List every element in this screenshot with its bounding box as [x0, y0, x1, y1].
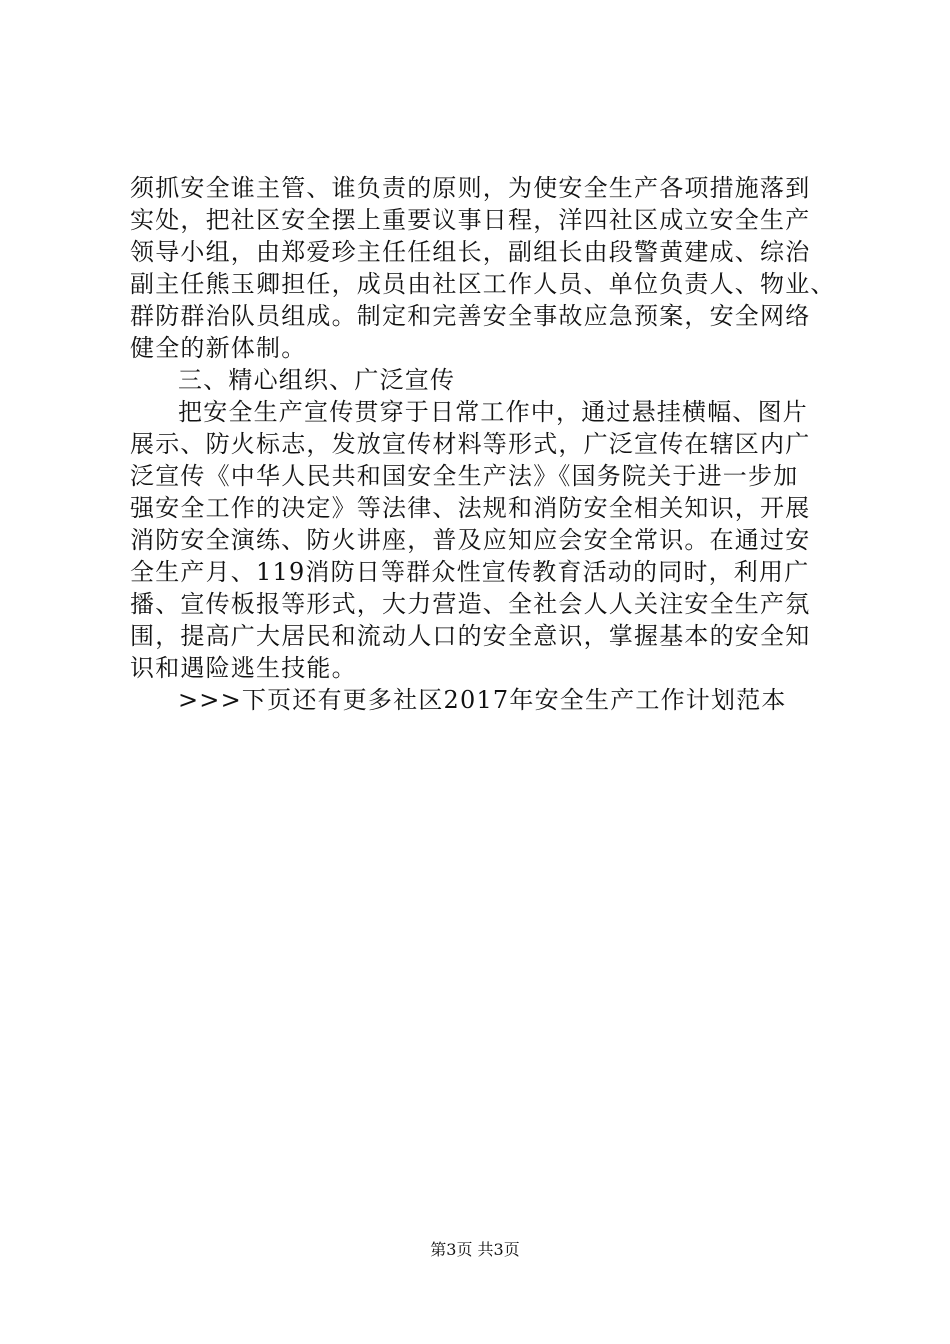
paragraph-line: 把安全生产宣传贯穿于日常工作中，通过悬挂横幅、图片: [178, 398, 808, 426]
paragraph-line: 消防安全演练、防火讲座，普及应知应会安全常识。在通过安: [130, 526, 811, 554]
paragraph-line: 围，提高广大居民和流动人口的安全意识，掌握基本的安全知: [130, 622, 811, 650]
document-body: [130, 172, 836, 716]
paragraph-line: 领导小组，由郑爱珍主任任组长，副组长由段警黄建成、综治: [130, 238, 811, 266]
paragraph-line: 须抓安全谁主管、谁负责的原则，为使安全生产各项措施落到: [130, 174, 811, 202]
next-page-note: >>>下页还有更多社区2017年安全生产工作计划范本: [178, 686, 787, 714]
paragraph-line: 副主任熊玉卿担任，成员由社区工作人员、单位负责人、物业、: [130, 270, 836, 298]
paragraph-line: 播、宣传板报等形式，大力营造、全社会人人关注安全生产氛: [130, 590, 811, 618]
paragraph-line: 识和遇险逃生技能。: [130, 654, 357, 682]
paragraph-line: 全生产月、119消防日等群众性宣传教育活动的同时，利用广: [130, 558, 810, 586]
paragraph-line: 群防群治队员组成。制定和完善安全事故应急预案，安全网络: [130, 302, 811, 330]
page-footer: 第3页 共3页: [430, 1240, 520, 1259]
paragraph-line: 健全的新体制。: [130, 334, 307, 362]
paragraph-line: 强安全工作的决定》等法律、法规和消防安全相关知识，开展: [130, 494, 811, 522]
section-heading: 三、精心组织、广泛宣传: [178, 366, 456, 394]
paragraph-line: 实处，把社区安全摆上重要议事日程，洋四社区成立安全生产: [130, 206, 811, 234]
paragraph-line: 展示、防火标志，发放宣传材料等形式，广泛宣传在辖区内广: [130, 430, 811, 458]
paragraph-line: 泛宣传《中华人民共和国安全生产法》《国务院关于进一步加: [130, 462, 799, 490]
